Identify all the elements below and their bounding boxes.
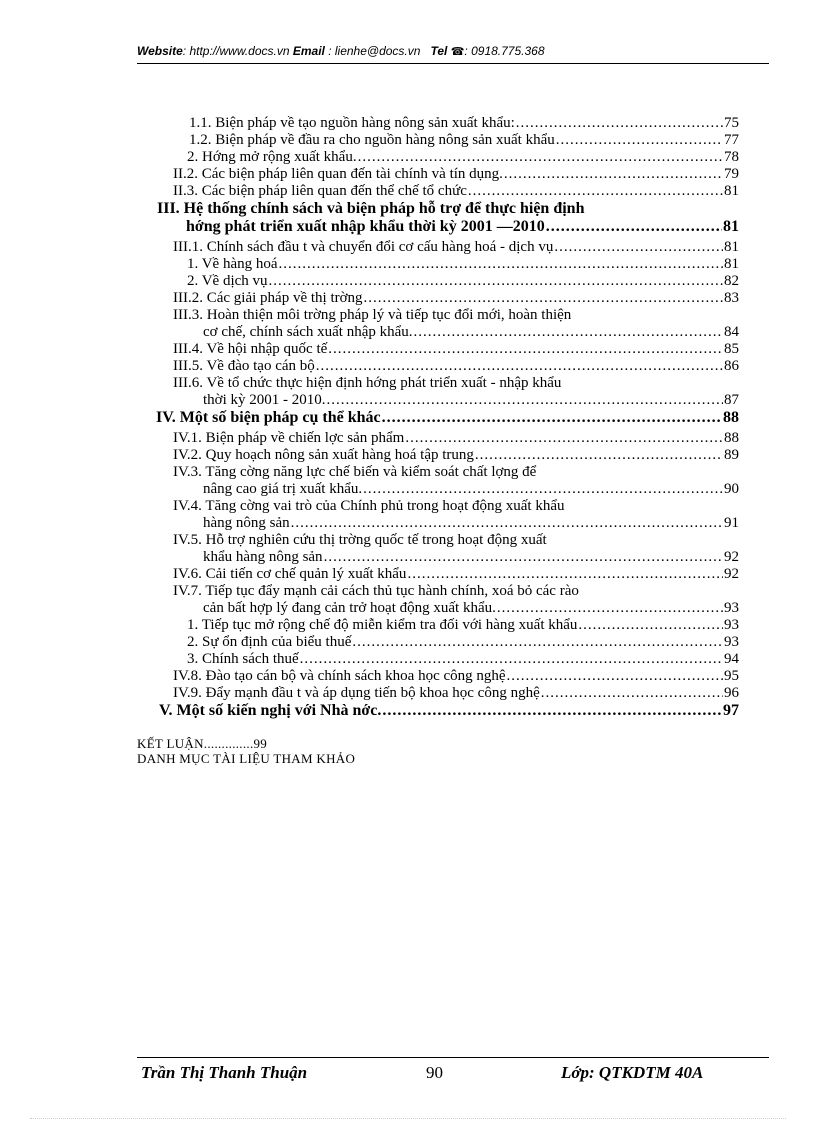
footer-divider <box>137 1057 769 1058</box>
toc-leader <box>468 183 723 200</box>
toc-entry-page: 88 <box>723 409 739 426</box>
toc-leader <box>554 239 723 256</box>
toc-leader <box>382 702 722 719</box>
toc-leader <box>414 324 723 341</box>
website-label: Website <box>137 44 183 58</box>
toc-entry-title: IV.1. Biện pháp về chiến lợc sản phẩm <box>173 430 405 446</box>
tel-label: Tel <box>430 44 448 58</box>
toc-entry-title: IV.7. Tiếp tục đẩy mạnh cải cách thủ tục hành chính, xoá bỏ các rào <box>173 583 579 599</box>
toc-entry-page: 89 <box>724 447 739 463</box>
toc-entry <box>173 341 739 358</box>
toc-entry-title: III.1. Chính sách đầu t và chuyển đổi cơ cấu hàng hoá - dịch vụ <box>173 239 554 255</box>
toc-entry-title: 1. Về hàng hoá <box>187 256 278 272</box>
phone-icon: ☎ <box>450 46 465 58</box>
tel-value: : 0918.775.368 <box>464 44 545 58</box>
toc-entry-title: thời kỳ 2001 - 2010. <box>203 392 326 408</box>
toc-entry-page: 83 <box>724 290 739 306</box>
toc-entry <box>156 409 739 426</box>
toc-entry-page: 93 <box>724 600 739 616</box>
toc-entry-title: nâng cao giá trị xuất khẩu. <box>203 481 363 497</box>
toc-entry-page: 82 <box>724 273 739 289</box>
toc-entry-page: 84 <box>724 324 739 340</box>
toc-entry-line <box>173 464 739 481</box>
toc-entry <box>203 324 739 341</box>
toc-entry-title: IV.4. Tăng cờng vai trò của Chính phủ trong hoạt động xuất khẩu <box>173 498 565 514</box>
toc-leader <box>507 668 723 685</box>
toc-entry-title: 2. Sự ổn định của biểu thuế <box>187 634 352 650</box>
toc-entry <box>187 634 739 651</box>
toc-entry-title: II.2. Các biện pháp liên quan đến tài chính và tín dụng. <box>173 166 503 182</box>
toc-leader <box>363 481 723 498</box>
toc-entry-title: cản bất hợp lý đang cản trở hoạt động xuất khẩu. <box>203 600 496 616</box>
toc-entry <box>173 183 739 200</box>
toc-entry <box>186 218 739 235</box>
toc-heading <box>157 200 739 217</box>
toc-leader <box>504 166 723 183</box>
toc-entry-title: III. Hệ thống chính sách và biện pháp hỗ trợ để thực hiện định <box>157 200 585 217</box>
toc-leader <box>327 392 723 409</box>
toc-entry <box>159 702 739 719</box>
toc-entry-page: 97 <box>723 702 739 719</box>
toc-entry-title: 1.2. Biện pháp về đầu ra cho nguồn hàng nông sản xuất khẩu <box>189 132 555 148</box>
toc-entry-line <box>173 307 739 324</box>
toc-leader <box>516 115 723 132</box>
toc-entry-title: 2. Hớng mở rộng xuất khẩu. <box>187 149 357 165</box>
toc-leader <box>556 132 723 149</box>
toc-entry-page: 86 <box>724 358 739 374</box>
toc-entry <box>187 273 739 290</box>
toc-entry <box>173 430 739 447</box>
toc-leader <box>269 273 723 290</box>
toc-entry-page: 88 <box>724 430 739 446</box>
toc-entry-title: IV. Một số biện pháp cụ thể khác <box>156 409 381 426</box>
toc-entry-title: 1. Tiếp tục mở rộng chế độ miễn kiểm tra đối với hàng xuất khẩu <box>187 617 578 633</box>
toc-entry <box>173 290 739 307</box>
toc-entry-line <box>173 532 739 549</box>
toc-leader <box>291 515 723 532</box>
toc-entry-page: 79 <box>724 166 739 182</box>
toc-leader <box>497 600 723 617</box>
toc-entry-title: 3. Chính sách thuế <box>187 651 299 667</box>
header-divider <box>137 63 769 64</box>
toc-entry-title: IV.6. Cải tiến cơ chế quản lý xuất khẩu <box>173 566 407 582</box>
toc-entry-page: 81 <box>723 218 739 235</box>
toc-entry-line <box>173 375 739 392</box>
toc-entry <box>187 617 739 634</box>
toc-entry <box>173 447 739 464</box>
toc-leader <box>358 149 723 166</box>
footer-class: Lớp: QTKDTM 40A <box>561 1063 704 1082</box>
toc-entry-title: III.3. Hoàn thiện môi trờng pháp lý và tiếp tục đổi mới, hoàn thiện <box>173 307 572 323</box>
toc-entry-title: IV.3. Tăng cờng năng lực chế biến và kiểm soát chất lợng để <box>173 464 537 480</box>
toc-entry <box>187 149 739 166</box>
toc-entry-page: 77 <box>724 132 739 148</box>
toc-entry-page: 78 <box>724 149 739 165</box>
toc-entry-line <box>173 498 739 515</box>
toc-entry <box>189 132 739 149</box>
email-label: Email <box>292 44 325 58</box>
toc-entry-page: 90 <box>724 481 739 497</box>
toc-entry-page: 96 <box>724 685 739 701</box>
toc-entry <box>173 239 739 256</box>
toc-entry-title: III.6. Về tổ chức thực hiện định hớng phát triển xuất - nhập khẩu <box>173 375 562 391</box>
toc-leader <box>364 290 723 307</box>
toc-entry-title: IV.2. Quy hoạch nông sản xuất hàng hoá tập trung <box>173 447 474 463</box>
toc-entry-title: cơ chế, chính sách xuất nhập khẩu. <box>203 324 413 340</box>
toc-entry-title: khẩu hàng nông sản <box>203 549 323 565</box>
toc-entry-line <box>173 583 739 600</box>
page-bottom-border <box>30 1118 786 1119</box>
toc-leader <box>352 634 723 651</box>
toc-entry-title: III.4. Về hội nhập quốc tế <box>173 341 328 357</box>
toc-entry <box>173 685 739 702</box>
website-value: : http://www.docs.vn <box>182 44 290 58</box>
toc-leader <box>279 256 723 273</box>
toc-leader <box>316 358 723 375</box>
toc-entry-page: 81 <box>724 183 739 199</box>
toc-leader <box>328 341 723 358</box>
toc-entry-title: hớng phát triển xuất nhập khẩu thời kỳ 2001 —2010 <box>186 218 545 235</box>
toc-entry <box>203 481 739 498</box>
toc-entry-title: IV.5. Hỗ trợ nghiên cứu thị trờng quốc tế trong hoạt động xuất <box>173 532 547 548</box>
toc-leader <box>475 447 723 464</box>
toc-entry <box>173 358 739 375</box>
toc-leader <box>382 409 722 426</box>
toc-entry <box>203 600 739 617</box>
toc-entry-page: 94 <box>724 651 739 667</box>
toc-leader <box>324 549 723 566</box>
toc-leader <box>405 430 723 447</box>
toc-entry <box>173 668 739 685</box>
toc-entry <box>173 566 739 583</box>
toc-entry-title: IV.9. Đẩy mạnh đầu t và áp dụng tiến bộ khoa học công nghệ <box>173 685 540 701</box>
toc-entry <box>203 549 739 566</box>
toc-leader <box>407 566 723 583</box>
toc-leader <box>546 218 722 235</box>
toc-entry-page: 92 <box>724 549 739 565</box>
references-line: DANH MỤC TÀI LIỆU THAM KHẢO <box>137 751 356 766</box>
toc-entry-title: 2. Về dịch vụ <box>187 273 268 289</box>
toc-entry-title: hàng nông sản <box>203 515 290 531</box>
toc-entry-title: III.2. Các giải pháp về thị trờng <box>173 290 363 306</box>
toc-entry-page: 93 <box>724 634 739 650</box>
toc-leader <box>541 685 723 702</box>
toc-leader <box>578 617 723 634</box>
toc-leader <box>300 651 723 668</box>
email-value: : lienhe@docs.vn <box>324 44 421 58</box>
page-header <box>137 44 767 58</box>
toc-entry-page: 81 <box>724 239 739 255</box>
toc-entry-page: 87 <box>724 392 739 408</box>
page-number: 90 <box>426 1063 443 1082</box>
conclusion-line: KẾT LUẬN..............99 <box>137 736 268 751</box>
toc-entry-title: III.5. Về đào tạo cán bộ <box>173 358 315 374</box>
footer-author: Trần Thị Thanh Thuận <box>141 1063 308 1082</box>
toc-entry <box>189 115 739 132</box>
toc-entry <box>203 515 739 532</box>
toc-entry <box>187 256 739 273</box>
toc-entry-page: 85 <box>724 341 739 357</box>
toc-entry <box>203 392 739 409</box>
toc-entry-page: 75 <box>724 115 739 131</box>
toc-entry-title: IV.8. Đào tạo cán bộ và chính sách khoa học công nghệ <box>173 668 506 684</box>
toc-entry-page: 93 <box>724 617 739 633</box>
toc-entry-title: II.3. Các biện pháp liên quan đến thể chế tổ chức <box>173 183 467 199</box>
toc-entry <box>187 651 739 668</box>
toc-entry-page: 81 <box>724 256 739 272</box>
toc-entry-page: 95 <box>724 668 739 684</box>
toc-entry-page: 92 <box>724 566 739 582</box>
toc-entry <box>173 166 739 183</box>
toc-entry-title: V. Một số kiến nghị với Nhà nớc. <box>159 702 382 719</box>
toc-entry-page: 91 <box>724 515 739 531</box>
toc-entry-title: 1.1. Biện pháp về tạo nguồn hàng nông sản xuất khẩu: <box>189 115 515 131</box>
